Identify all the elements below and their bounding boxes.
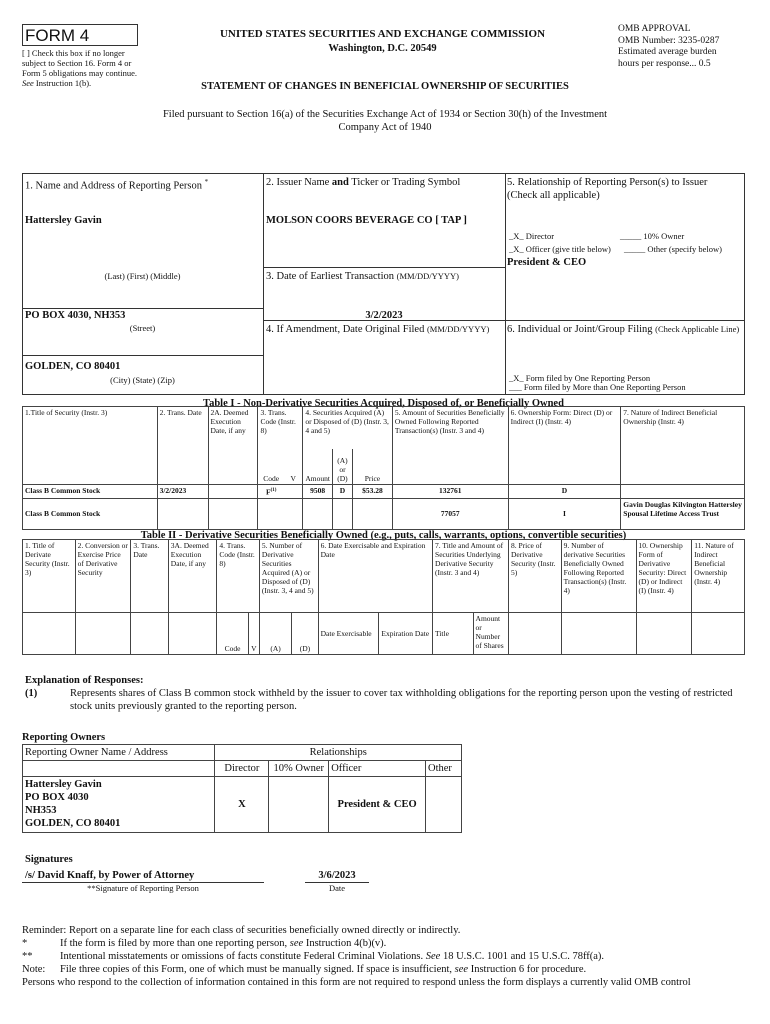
t1-sub-code: Code (258, 449, 284, 485)
t2-h-underlying: 7. Title and Amount of Securities Underlying Derivative Security (Instr. 3 and 4) (433, 540, 509, 613)
footer-line-2 (60, 937, 760, 950)
table2-title: Table II - Derivative Securities Beneficially Owned (e.g., puts, calls, warrants, options, convertible securities) (140, 530, 627, 541)
footer-l3b: 18 U.S.C. 1001 and 15 U.S.C. 78ff(a). (442, 951, 605, 962)
checkbox-instruction: Instruction 1(b). (35, 78, 92, 88)
box4-label-fmt: (MM/DD/YYYY) (426, 324, 490, 334)
owner-address-4: GOLDEN, CO 80401 (25, 818, 121, 829)
officer-check[interactable]: _X_ Officer (give title below) (509, 244, 611, 254)
form-title: FORM 4 (25, 26, 90, 45)
t1-h-code: 3. Trans. Code (Instr. 8) (258, 407, 303, 449)
footer-l2a: If the form is filed by more than one reporting person, (60, 938, 288, 949)
t2-h-conversion: 2. Conversion or Exercise Price of Derivative Security (75, 540, 131, 613)
t1-r1-title: Class B Common Stock (23, 498, 158, 529)
t1-h-title: 1.Title of Security (Instr. 3) (23, 407, 158, 485)
t1-r0-nature (621, 485, 745, 499)
footer-omb-notice: Persons who respond to the collection of information contained in this form are not required to respond unless the form displays a currently valid OMB control (22, 977, 691, 988)
t1-sub-amount: Amount (303, 449, 333, 485)
date-caption: Date (328, 883, 346, 893)
t1-r0-date: 3/2/2023 (157, 485, 208, 499)
owner-ten-percent (269, 777, 329, 833)
t1-h-date: 2. Trans. Date (157, 407, 208, 485)
footnote-text: Represents shares of Class B common stock withheld by the issuer to cover tax withholding obligations for the reporting person upon the vesting of restricted stock units previously granted to the reporting person. (70, 688, 733, 712)
footer-l3a: Intentional misstatements or omissions of facts constitute Federal Criminal Violations. (60, 951, 424, 962)
filed-pursuant: Filed pursuant to Section 16(a) of the Securities Exchange Act of 1934 or Section 30(h) of the Investment Company Act of 1940 (162, 109, 608, 133)
footer-line-4 (60, 963, 760, 976)
reporting-owners-table (22, 744, 462, 833)
t2-h-title: 1. Title of Derivate Security (Instr. 3) (23, 540, 76, 613)
signature-date: 3/6/2023 (318, 870, 356, 881)
box4-label (266, 323, 489, 336)
table1-non-derivative (22, 406, 745, 530)
footnote-number: (1) (25, 688, 38, 699)
table1-title: Table I - Non-Derivative Securities Acquired, Disposed of, or Beneficially Owned (203, 398, 564, 409)
footer-mark-1: * (22, 938, 28, 949)
box6-label-text: 6. Individual or Joint/Group Filing (507, 324, 653, 335)
box2-label (266, 176, 460, 189)
t1-r0-form: D (508, 485, 621, 499)
box5-label-text: 5. Relationship of Reporting Person(s) to Issuer (507, 177, 708, 188)
box2-label-and: and (331, 177, 349, 188)
t2-sub-date-ex: Date Exercisable (318, 613, 379, 655)
owner-address-1: Hattersley Gavin (25, 779, 102, 790)
omb-approval: OMB APPROVAL (618, 24, 691, 34)
issuer-name: MOLSON COORS BEVERAGE CO [ TAP ] (266, 215, 467, 226)
owner-director: X (215, 777, 269, 833)
t1-sub-price: Price (352, 449, 392, 485)
footer-l2b: Instruction 4(b)(v). (305, 938, 387, 949)
city-caption: (City) (State) (Zip) (110, 375, 175, 385)
owners-col-name: Reporting Owner Name / Address (23, 745, 215, 761)
box3-label (266, 270, 459, 283)
form-title-box (22, 24, 138, 46)
t1-r0-owned: 132761 (392, 485, 508, 499)
owner-address-3: NH353 (25, 805, 57, 816)
footer-mark-2: ** (22, 951, 33, 962)
table2-derivative (22, 539, 745, 655)
box6-label (507, 323, 743, 336)
t1-h-deemed: 2A. Deemed Execution Date, if any (208, 407, 258, 485)
t1-r0-amount: 9508 (303, 485, 333, 499)
explanation-heading: Explanation of Responses: (25, 675, 144, 686)
box2-label-b: Ticker or Trading Symbol (351, 177, 461, 188)
owners-col-director: Director (215, 761, 269, 777)
reporting-person-street: PO BOX 4030, NH353 (25, 310, 126, 321)
owners-col-other: Other (426, 761, 462, 777)
name-caption: (Last) (First) (Middle) (104, 271, 181, 281)
t1-sub-v: V (284, 449, 303, 485)
box4-label-text: 4. If Amendment, Date Original Filed (266, 324, 425, 335)
filer-info-grid (22, 173, 745, 395)
t1-sub-aord: (A) or (D) (332, 449, 352, 485)
other-check[interactable]: _____ Other (specify below) (624, 244, 722, 254)
box3-label-text: 3. Date of Earliest Transaction (266, 271, 395, 282)
t2-h-date: 3. Trans. Date (131, 540, 168, 613)
t1-r1-owned: 77057 (392, 498, 508, 529)
form-filed-one-person[interactable]: _X_ Form filed by One Reporting Person (509, 373, 651, 383)
signatures-heading: Signatures (25, 854, 73, 865)
box5-label (507, 176, 743, 202)
t2-sub-v: V (248, 613, 259, 655)
owners-col-rel: Relationships (215, 745, 462, 761)
t1-r0-code: F (265, 487, 271, 497)
agency-city: Washington, D.C. 20549 (328, 43, 437, 54)
footer-l2-see: see (289, 938, 304, 949)
t2-sub-a: (A) (259, 613, 291, 655)
street-caption: (Street) (129, 323, 156, 333)
reporting-person-city: GOLDEN, CO 80401 (25, 361, 121, 372)
box1-label (25, 176, 208, 193)
form-filed-multiple[interactable]: ___ Form filed by More than One Reporting Person (509, 382, 686, 392)
reporting-person-name: Hattersley Gavin (25, 215, 102, 226)
t2-h-code: 4. Trans. Code (Instr. 8) (217, 540, 260, 613)
t1-r0-price: $53.28 (352, 485, 392, 499)
omb-burden: Estimated average burden (618, 47, 717, 57)
checkbox-see: See (22, 78, 34, 88)
t2-h-price: 8. Price of Derivative Security (Instr. 5) (508, 540, 561, 613)
footer-line-3 (60, 950, 760, 963)
box6-label-small: (Check Applicable Line) (655, 324, 740, 334)
table-row (23, 485, 745, 499)
director-check[interactable]: _X_ Director (509, 231, 555, 241)
footer-l3-see: See (425, 951, 441, 962)
table-row (23, 777, 462, 833)
t2-h-deemed: 3A. Deemed Execution Date, if any (168, 540, 217, 613)
omb-approval-block (618, 24, 758, 70)
owners-col-10: 10% Owner (269, 761, 329, 777)
t1-r0-title: Class B Common Stock (23, 485, 158, 499)
t2-sub-d: (D) (292, 613, 318, 655)
owner-address-2: PO BOX 4030 (25, 792, 89, 803)
t2-h-owned: 9. Number of derivative Securities Beneficially Owned Following Reported Transaction(s) (Instr. 4) (561, 540, 636, 613)
t2-sub-title: Title (433, 613, 474, 655)
omb-hours: hours per response... 0.5 (618, 58, 711, 69)
t1-h-form: 6. Ownership Form: Direct (D) or Indirect (I) (Instr. 4) (508, 407, 621, 485)
t1-r0-code-mark: (1) (270, 488, 277, 493)
footer-l4a: File three copies of this Form, one of which must be manually signed. If space is insufficient, (60, 964, 453, 975)
officer-title: President & CEO (507, 257, 587, 268)
agency-name: UNITED STATES SECURITIES AND EXCHANGE COMMISSION (219, 28, 546, 40)
owners-col-officer: Officer (329, 761, 426, 777)
box1-label-text: 1. Name and Address of Reporting Person (25, 180, 203, 192)
t1-h-owned: 5. Amount of Securities Beneficially Owned Following Reported Transaction(s) (Instr. 3 and 4) (392, 407, 508, 485)
checkbox-text: [ ] Check this box if no longer subject to Section 16. Form 4 or Form 5 obligations may continue. (22, 48, 137, 78)
t2-sub-amount: Amount or Number of Shares (473, 613, 508, 655)
owner-address (23, 777, 215, 833)
owner-other (426, 777, 462, 833)
reporting-owners-heading: Reporting Owners (22, 732, 106, 743)
signature-caption: **Signature of Reporting Person (87, 883, 199, 893)
t2-sub-code: Code (217, 613, 248, 655)
t1-h-acquired: 4. Securities Acquired (A) or Disposed of (D) (Instr. 3, 4 and 5) (303, 407, 393, 449)
footer-l4b: Instruction 6 for procedure. (470, 964, 587, 975)
t2-h-number: 5. Number of Derivative Securities Acquired (A) or Disposed of (D) (Instr. 3, 4 and 5) (259, 540, 318, 613)
footer-reminder: Reminder: Report on a separate line for each class of securities beneficially owned directly or indirectly. (22, 925, 461, 936)
footer-mark-3: Note: (22, 964, 46, 975)
footer-l4-see: see (454, 964, 469, 975)
signature-value: /s/ David Knaff, by Power of Attorney (25, 870, 195, 881)
t1-r1-form: I (508, 498, 621, 529)
table-row (23, 498, 745, 529)
ten-percent-owner-check[interactable]: _____ 10% Owner (620, 231, 685, 241)
omb-number: OMB Number: 3235-0287 (618, 35, 720, 46)
t2-h-nature: 11. Nature of Indirect Beneficial Ownership (Instr. 4) (692, 540, 745, 613)
owner-officer: President & CEO (329, 777, 426, 833)
t2-h-form: 10. Ownership Form of Derivative Security: Direct (D) or Indirect (I) (Instr. 4) (636, 540, 692, 613)
box5-label-check: (Check all applicable) (507, 190, 600, 201)
box1-label-mark: * (204, 178, 209, 186)
t1-r1-nature: Gavin Douglas Kilvington Hattersley Spousal Lifetime Access Trust (621, 498, 745, 529)
t1-r0-aord: D (332, 485, 352, 499)
section16-checkbox-note (22, 48, 150, 88)
t1-h-nature: 7. Nature of Indirect Beneficial Ownership (Instr. 4) (621, 407, 745, 485)
box2-label-a: 2. Issuer Name (266, 177, 330, 188)
t2-h-exercisable: 6. Date Exercisable and Expiration Date (318, 540, 432, 613)
earliest-transaction-date: 3/2/2023 (365, 310, 403, 321)
box3-label-fmt: (MM/DD/YYYY) (396, 271, 459, 281)
t2-sub-exp: Expiration Date (379, 613, 433, 655)
statement-title: STATEMENT OF CHANGES IN BENEFICIAL OWNERSHIP OF SECURITIES (201, 81, 569, 92)
